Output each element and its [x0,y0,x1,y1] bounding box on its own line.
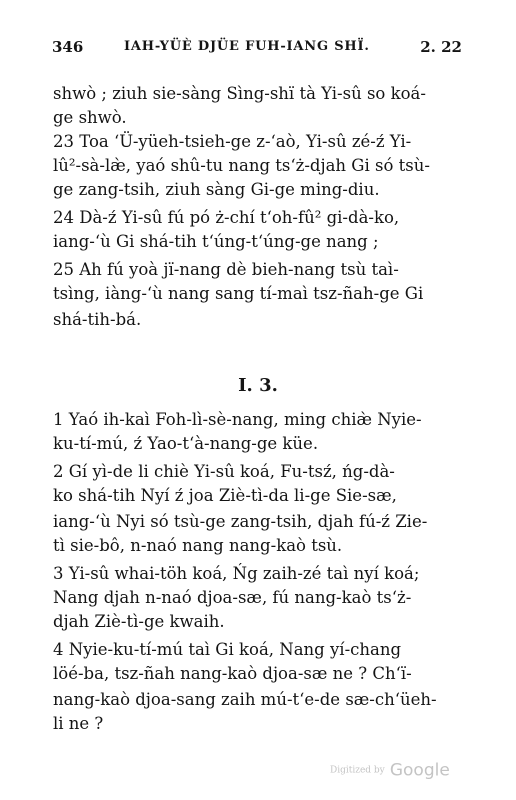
text-line: tì sie-bô, n-naó nang nang-kaò tsù. [53,536,343,555]
section-heading: I. 3. [238,375,278,396]
running-title: IAH-YÜÈ DJÜE FUH-IANG SHÏ. [124,39,370,54]
text-line: shá-tih-bá. [53,310,142,329]
text-line: shwò ; ziuh sie-sàng Sìng-shï tà Yi-sû so koá- [53,84,426,103]
text-line: li ne ? [53,714,104,733]
text-line: djah Ziè-tì-ge kwaih. [53,612,225,631]
text-line: 1 Yaó ih-kaì Foh-lì-sè-nang, ming chiæ̀ Nyie- [53,410,422,429]
text-line: 4 Nyie-ku-tí-mú taì Gi koá, Nang yí-chang [53,640,402,659]
text-line: ge shwò. [53,108,127,127]
text-line: iang-‘ù Gi shá-tih t‘úng-t‘úng-ge nang ; [53,232,379,251]
text-line: 3 Yi-sû whai-töh koá, Ńg zaih-zé taì nyí koá; [53,564,420,583]
text-line: lû²-sà-læ̀, yaó shû-tu nang ts‘ż-djah Gi só tsù- [53,156,430,175]
digitized-label: Digitized by [330,765,385,776]
text-line: iang-‘ù Nyi só tsù-ge zang-tsih, djah fú-ź Zie- [53,512,428,531]
text-line: Nang djah n-naó djoa-sæ, fú nang-kaò ts‘ż- [53,588,412,607]
page-number: 346 [52,38,84,56]
text-line: löé-ba, tsz-ñah nang-kaò djoa-sæ ne ? Ch‘ï- [53,664,412,683]
text-line: ge zang-tsih, ziuh sàng Gi-ge ming-diu. [53,180,380,199]
text-line: ku-tí-mú, ź Yao-t‘à-nang-ge küe. [53,434,319,453]
text-line: 24 Dà-ź Yi-sû fú pó ż-chí t‘oh-fû² gi-dà-ko, [53,208,400,227]
text-line: nang-kaò djoa-sang zaih mú-t‘e-de sæ-ch‘üeh- [53,690,437,709]
text-line: ko shá-tih Nyí ź joa Ziè-tì-da li-ge Sie-sæ, [53,486,397,505]
text-line: 25 Ah fú yoà jï-nang dè bieh-nang tsù taì- [53,260,399,279]
text-line: 2 Gí yì-de li chiè Yi-sû koá, Fu-tsź, ńg-dà- [53,462,395,481]
google-logo: Google [389,760,450,781]
text-line: tsìng, iàng-‘ù nang sang tí-maì tsz-ñah-ge Gi [53,284,424,303]
running-header [52,38,462,60]
digitized-watermark [330,760,450,780]
chapter-verse-reference: 2. 22 [420,38,462,56]
text-line: 23 Toa ‘Ü-yüeh-tsieh-ge z-‘aò, Yi-sû zé-ź Yi- [53,132,412,151]
